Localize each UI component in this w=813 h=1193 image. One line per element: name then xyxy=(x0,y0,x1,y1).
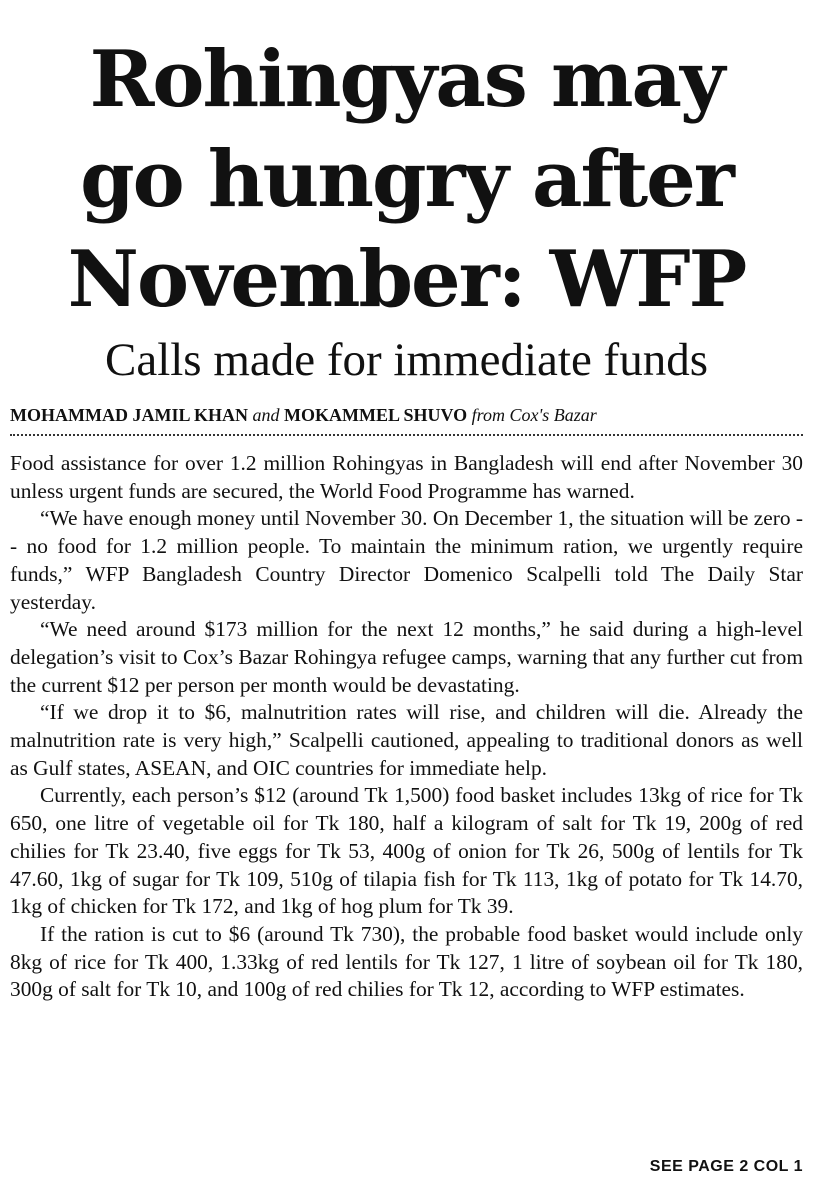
headline xyxy=(10,0,803,330)
headline-line: Rohingyas may xyxy=(89,34,724,125)
byline-conjunction: and xyxy=(252,405,280,425)
headline-line: November: WFP xyxy=(67,234,746,325)
dotted-divider xyxy=(10,434,803,436)
byline-author-1: MOHAMMAD JAMIL KHAN xyxy=(10,405,248,425)
byline xyxy=(10,404,803,426)
subheadline: Calls made for immediate funds xyxy=(104,334,708,386)
body-paragraph: Food assistance for over 1.2 million Rohingyas in Bangladesh will end after November 30 unless urgent funds are secured, the World Food Programme has warned. xyxy=(10,451,803,503)
news-article xyxy=(10,0,803,1193)
body-paragraph: “If we drop it to $6, malnutrition rates will rise, and children will die. Already the malnutrition rate is very high,” Scalpelli cautioned, appealing to traditional donors as well as Gulf states, ASEAN, and OIC countries for immediate help. xyxy=(10,700,803,780)
body-paragraph: Currently, each person’s $12 (around Tk 1,500) food basket includes 13kg of rice for Tk 650, one litre of vegetable oil for Tk 180, half a kilogram of salt for Tk 19, 200g of red chilies for Tk 23.40, five eggs for Tk 53, 400g of onion for Tk 26, 500g of lentils for Tk 47.60, 1kg of sugar for Tk 109, 510g of tilapia fish for Tk 113, 1kg of potato for Tk 14.70, 1kg of chicken for Tk 172, and 1kg of hog plum for Tk 39. xyxy=(10,783,803,919)
body-paragraph: If the ration is cut to $6 (around Tk 730), the probable food basket would include only 8kg of rice for Tk 400, 1.33kg of red lentils for Tk 127, 1 litre of soybean oil for Tk 180, 300g of salt for Tk 10, and 100g of red chilies for Tk 12, according to WFP estimates. xyxy=(10,921,803,1002)
headline-line: go hungry after xyxy=(80,134,733,225)
body-paragraph: “We need around $173 million for the next 12 months,” he said during a high-level delegation’s visit to Cox’s Bazar Rohingya refugee camps, warning that any further cut from the current $12 per person per month would be devastating. xyxy=(10,617,803,697)
article-body xyxy=(10,450,803,1004)
body-paragraph: “We have enough money until November 30. On December 1, the situation will be zero -- no food for 1.2 million people. To maintain the minimum ration, we urgently require funds,” WFP Bangladesh Country Director Domenico Scalpelli told The Daily Star yesterday. xyxy=(10,506,803,614)
continued-on-page-link[interactable]: SEE PAGE 2 COL 1 xyxy=(649,1158,803,1175)
byline-location: from Cox's Bazar xyxy=(471,405,597,425)
byline-author-2: MOKAMMEL SHUVO xyxy=(283,405,468,425)
